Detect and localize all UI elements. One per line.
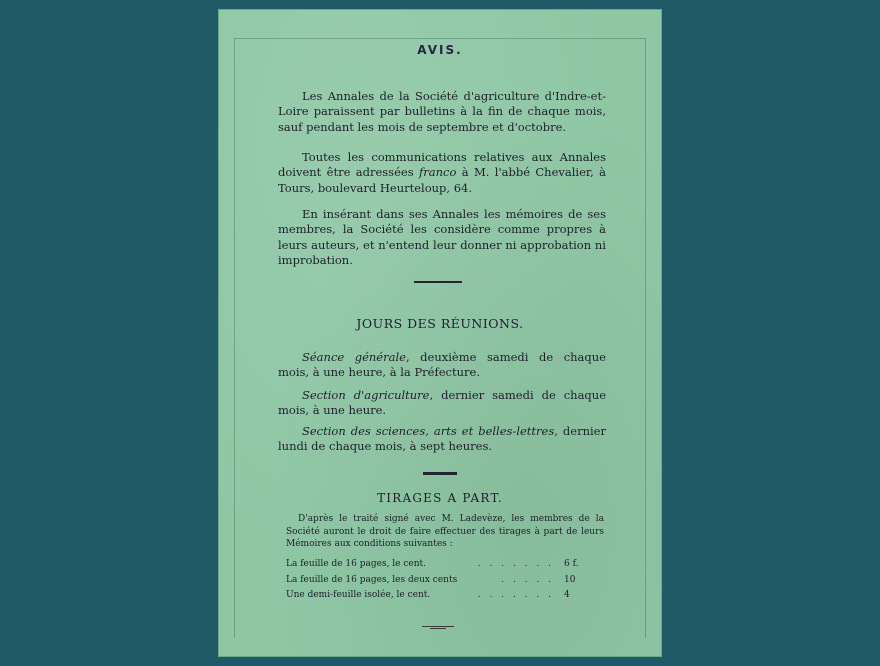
avis-p2-emphasis: franco [418,165,457,180]
tarif-label: La feuille de 16 pages, les deux cents [286,575,458,585]
tarif-leader: . . . . . [501,575,554,585]
tarif-leader: . . . . . . . [477,590,554,600]
frame-right-line [645,38,646,638]
reunion-text: , dernier samedi de chaque mois, à une heure. [278,388,606,418]
reunion-name: Section des sciences, arts et belles-lettres [302,424,555,438]
avis-p2-text: Toutes les communications relatives aux Annales doivent être adressées [278,150,606,180]
section-divider [414,281,462,283]
reunions-title: JOURS DES RÉUNIONS. [356,316,524,331]
avis-title: AVIS. [417,43,463,57]
tarif-row [286,590,586,600]
frame-top-line [234,38,646,39]
reunion-text: , deuxième samedi de chaque mois, à une heure, à la Préfecture. [278,350,606,380]
end-ornament-short [430,628,446,629]
avis-paragraph-1: Les Annales de la Société d'agriculture d'Indre-et-Loire paraissent par bulletins à la fin de chaque mois, sauf pendant les mois de septembre et d'octobre. [278,89,606,134]
reunion-name: Section d'agriculture [302,388,430,402]
tarif-price: 10 [564,575,576,585]
tarif-leader: . . . . . . . [477,559,554,569]
avis-p2-text-end: à M. l'abbé Chevalier, à Tours, boulevard Heurteloup, 64. [278,165,607,195]
reunion-item [278,388,606,419]
document-page [218,9,662,657]
tarif-label: Une demi-feuille isolée, le cent. [286,590,431,600]
tarif-label: La feuille de 16 pages, le cent. [286,559,427,569]
tarif-price: 4 [564,590,570,600]
section-divider [423,472,457,475]
avis-paragraph-3: En insérant dans ses Annales les mémoires de ses membres, la Société les considère comme propres à leurs auteurs, et n'entend leur donner ni approbation ni improbation. [278,207,606,267]
reunion-name: Séance générale [302,350,406,364]
reunion-item [278,350,606,381]
reunion-item [278,424,606,455]
tarif-price: 6 f. [564,559,579,569]
reunion-text: , dernier lundi de chaque mois, à sept heures. [278,424,606,454]
tarif-row [286,559,586,569]
avis-paragraph-2 [278,150,606,196]
tirages-intro: D'après le traité signé avec M. Ladevèze, les membres de la Société auront le droit de faire effectuer des tirages à part de leurs Mémoires aux conditions suivantes : [286,514,604,549]
frame-left-line [234,38,235,638]
tarif-row [286,575,586,585]
tirages-title: TIRAGES A PART. [377,491,503,505]
end-ornament [422,626,454,627]
